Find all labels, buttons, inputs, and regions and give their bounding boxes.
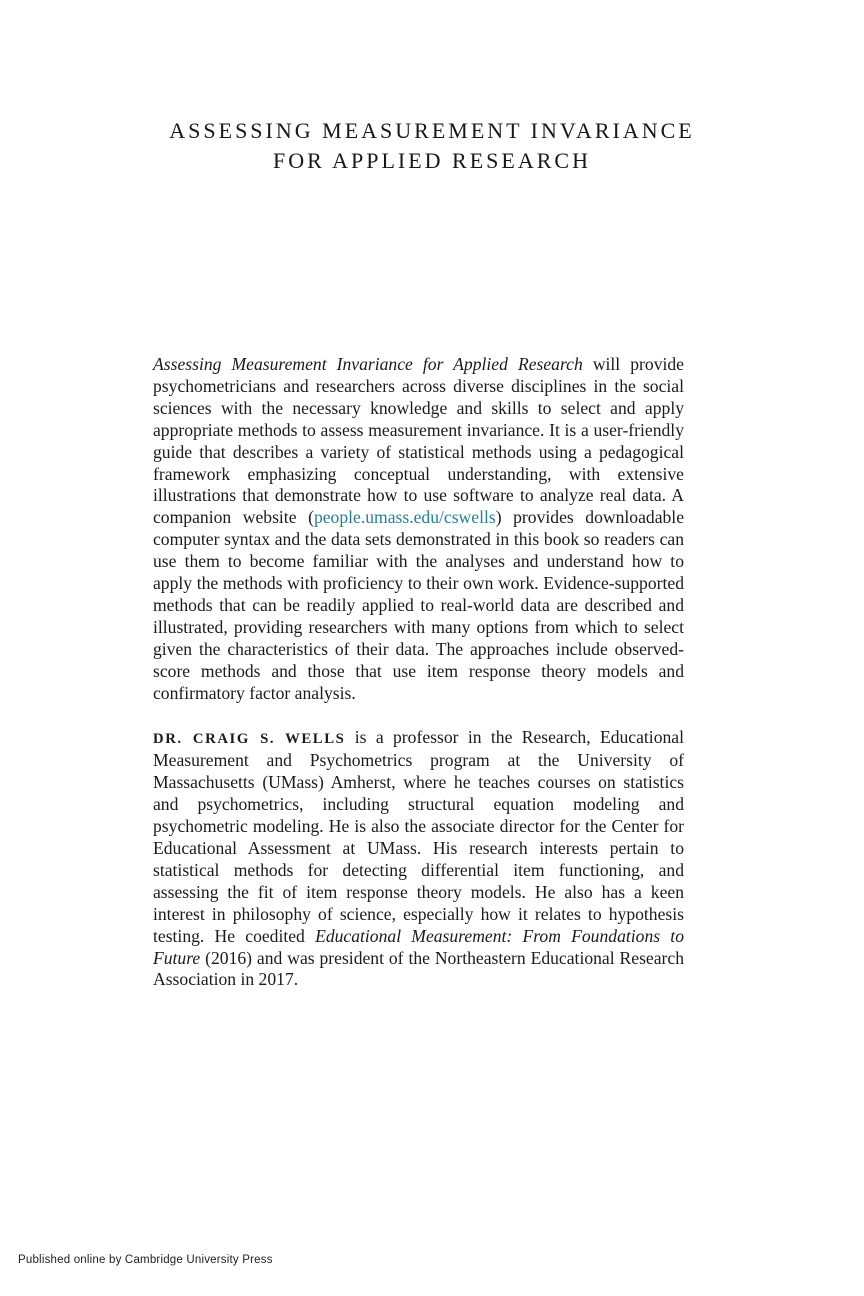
- page-title-line2: FOR APPLIED RESEARCH: [273, 147, 591, 173]
- text-segment: ) provides downloadable computer syntax and the data sets demonstrated in this book so readers can use them to become familiar with the analyses and understand how to apply the methods with proficiency to their own work. Evidence-supported methods that can be readily applied to real-world data are described and illustrated, providing researchers with many options from which to select given the characteristics of their data. The approaches include observed-score methods and those that use item response theory models and confirmatory factor analysis.: [153, 507, 684, 703]
- text-segment: will provide psychometricians and researchers across diverse disciplines in the social sciences with the necessary knowledge and skills to select and apply appropriate methods to assess measurement invariance. It is a user-friendly guide that describes a variety of statistical methods using a pedagogical framework emphasizing conceptual understanding, with extensive illustrations that demonstrate how to use software to analyze real data. A companion website (: [153, 354, 684, 528]
- text-segment: Assessing Measurement Invariance for Applied Research: [153, 354, 583, 374]
- companion-website-link[interactable]: people.umass.edu/cswells: [313, 507, 496, 528]
- text-segment: (2016) and was president of the Northeastern Educational Research Association in 2017.: [153, 947, 684, 990]
- body-text-block: [153, 354, 684, 991]
- text-segment: is a professor in the Research, Educational Measurement and Psychometrics program at the University of Massachusetts (UMass) Amherst, where he teaches courses on statistics and psychometrics, including structural equation modeling and psychometric modeling. He is also the associate director for the Center for Educational Assessment at UMass. His research interests pertain to statistical methods for detecting differential item functioning, and assessing the fit of item response theory models. He also has a keen interest in philosophy of science, especially how it relates to hypothesis testing. He coedited: [153, 726, 684, 946]
- text-segment: DR. CRAIG S. WELLS: [153, 730, 346, 747]
- page-title-line1: ASSESSING MEASUREMENT INVARIANCE: [169, 117, 695, 143]
- text-segment: Educational Measurement: From Foundations to Future: [153, 925, 684, 968]
- page-title: [0, 116, 864, 176]
- publisher-footer: Published online by Cambridge University Press: [18, 1254, 273, 1266]
- author-bio-paragraph: [153, 727, 684, 992]
- book-description-paragraph: [153, 354, 684, 705]
